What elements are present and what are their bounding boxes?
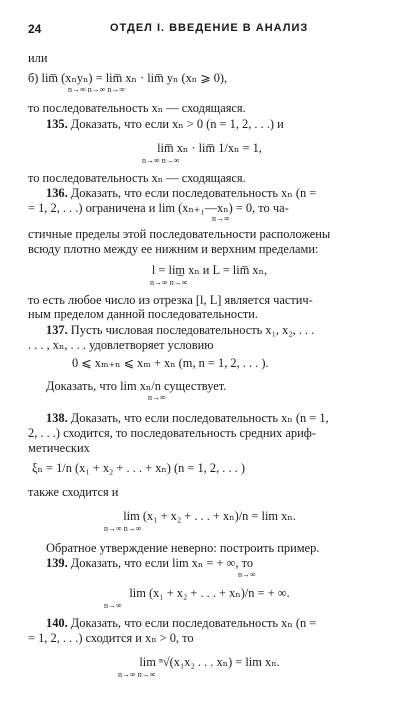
problem-number: 135.	[46, 117, 68, 131]
problem-number: 140.	[46, 616, 68, 630]
problem-text: Доказать, что если последовательность xₙ (n =	[70, 186, 317, 200]
text-line: Обратное утверждение неверно: построить пример.	[46, 541, 320, 555]
text-line: также сходится и	[28, 485, 119, 499]
text-line: стичные пределы этой последовательности расположены	[28, 227, 331, 241]
section-title: ОТДЕЛ I. ВВЕДЕНИЕ В АНАЛИЗ	[110, 22, 309, 34]
formula-line: 0 ⩽ xₘ₊ₙ ⩽ xₘ + xₙ (m, n = 1, 2, . . . ).	[72, 356, 269, 370]
formula-line: ξₙ = 1/n (x₁ + x₂ + . . . + xₙ) (n = 1, 2, . . . )	[32, 461, 245, 475]
formula-subscript: n→∞	[212, 214, 230, 223]
text-line: всюду плотно между ее нижним и верхним пределами:	[28, 242, 319, 256]
formula-subscript: n→∞	[148, 393, 166, 402]
problem-135	[46, 116, 416, 132]
text-line: метических	[28, 441, 90, 455]
text-line: 2, . . .) сходится, то последовательность средних ариф-	[28, 426, 316, 440]
text-line: = 1, 2, . . .) ограничена и lim (xₙ₊₁—xₙ) = 0, то ча-	[28, 201, 289, 215]
text-line: . . . , xₙ, . . . удовлетворяет условию	[28, 338, 214, 352]
problem-number: 139.	[46, 556, 68, 570]
formula-subscript: n→∞ n→∞	[150, 278, 188, 287]
formula-line: lim ⁿ√(x₁x₂ . . . xₙ) = lim xₙ.	[139, 655, 280, 669]
formula-subscript: n→∞ n→∞ n→∞	[68, 85, 126, 94]
formula-subscript: n→∞ n→∞	[104, 524, 142, 533]
problem-137	[46, 322, 416, 338]
formula-subscript: n→∞ n→∞	[142, 156, 180, 165]
text-line: или	[28, 51, 48, 65]
formula-line: lim (x₁ + x₂ + . . . + xₙ)/n = lim xₙ.	[123, 509, 296, 523]
formula-subscript: n→∞	[104, 601, 122, 610]
formula-line: l = lim̲ xₙ и L = lim̅ xₙ,	[151, 263, 268, 277]
problem-text: Доказать, что если последовательность xₙ (n =	[70, 616, 317, 630]
formula-subscript: n→∞	[238, 570, 256, 579]
text-line: ным пределом данной последовательности.	[28, 307, 258, 321]
text-line: то есть любое число из отрезка [l, L] является частич-	[28, 293, 313, 307]
problem-138	[46, 410, 416, 426]
formula-line: lim̅ xₙ · lim̅ 1/xₙ = 1,	[157, 141, 262, 155]
problem-text: Пусть числовая последовательность x₁, x₂, . . .	[70, 323, 315, 337]
text-line: то последовательность xₙ — сходящаяся.	[28, 171, 246, 185]
text-line: = 1, 2, . . .) сходится и xₙ > 0, то	[28, 631, 194, 645]
problem-text: Доказать, что если последовательность xₙ (n = 1,	[70, 411, 329, 425]
problem-140	[46, 615, 416, 631]
page-number: 24	[28, 22, 42, 36]
problem-139	[46, 555, 416, 571]
problem-number: 136.	[46, 186, 68, 200]
problem-number: 137.	[46, 323, 68, 337]
formula-line: б) lim̅ (xₙyₙ) = lim̅ xₙ · lim̅ yₙ (xₙ ⩾ 0),	[28, 71, 228, 85]
problem-136	[46, 185, 416, 201]
problem-text: Доказать, что если lim xₙ = + ∞, то	[70, 556, 254, 570]
text-line: то последовательность xₙ — сходящаяся.	[28, 101, 246, 115]
problem-number: 138.	[46, 411, 68, 425]
problem-text: Доказать, что если xₙ > 0 (n = 1, 2, . . .) и	[70, 117, 284, 131]
formula-line: lim (x₁ + x₂ + . . . + xₙ)/n = + ∞.	[129, 586, 290, 600]
text-line: Доказать, что lim xₙ/n существует.	[46, 379, 227, 393]
formula-subscript: n→∞ n→∞	[118, 670, 156, 679]
